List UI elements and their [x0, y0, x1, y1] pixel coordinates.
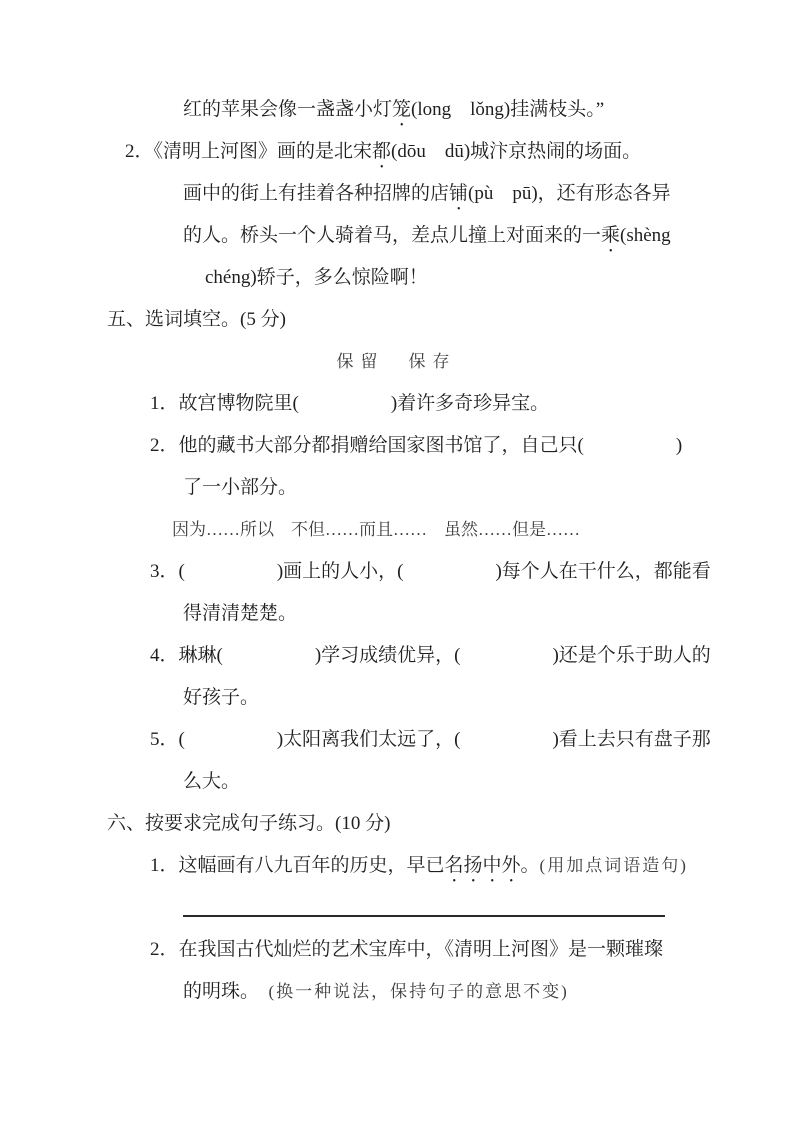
s5-item5-line2 — [183, 761, 793, 803]
text-segment: 得清清楚楚。 — [183, 603, 298, 624]
text-segment: (shèng — [620, 225, 671, 246]
answer-blank — [185, 744, 277, 745]
text-segment: (pù pū)，还有形态各异 — [468, 183, 671, 204]
text-segment: 1．故宫博物院里( — [150, 393, 299, 414]
text-segment: )还是个乐于助人的 — [552, 645, 711, 666]
text-segment: )每个人在干什么，都能看 — [495, 561, 711, 582]
text-segment: 2．他的藏书大部分都捐赠给国家图书馆了，自己只( — [150, 435, 584, 456]
text-segment: 铺 — [449, 183, 469, 204]
section-five — [0, 299, 793, 803]
text-segment: )着许多奇珍异宝。 — [390, 393, 550, 414]
answer-blank-line — [183, 887, 665, 917]
text-segment: (用加点词语造句) — [539, 856, 688, 875]
s5-item1 — [150, 383, 793, 425]
text-segment: (long lǒng)挂满枝头。” — [411, 99, 605, 120]
text-segment: 的明珠。 — [183, 981, 269, 1002]
text-segment: 3．( — [150, 561, 185, 582]
s5-item4-line1 — [150, 635, 793, 677]
answer-blank — [223, 660, 315, 661]
text-segment: 了一小部分。 — [183, 477, 298, 498]
word-bank-2: 因为……所以 不但……而且…… 虽然……但是…… — [172, 520, 580, 539]
s5-item4-line2 — [183, 677, 793, 719]
text-segment: 好孩子。 — [183, 687, 260, 708]
s4-item2-line4 — [205, 257, 793, 299]
text-segment: 的人。桥头一个人骑着马，差点儿撞上对面来的一 — [183, 225, 602, 246]
text-segment: 都 — [372, 141, 392, 162]
s5-item5-line1 — [150, 719, 793, 761]
section-four-carryover — [0, 89, 793, 299]
s4-item2-line1 — [125, 131, 793, 173]
text-segment: 名扬中外 — [444, 855, 521, 876]
text-segment: (dōu dū)城汴京热闹的场面。 — [391, 141, 642, 162]
answer-blank — [584, 450, 676, 451]
answer-blank — [299, 408, 391, 409]
section-six-heading: 六、按要求完成句子练习。(10 分) — [107, 813, 391, 834]
s6-item2-line2 — [183, 971, 793, 1013]
answer-blank — [460, 660, 552, 661]
s6-item1-answer-row — [183, 887, 793, 929]
answer-blank — [185, 576, 277, 577]
text-segment: 笼 — [392, 99, 412, 120]
text-segment: 2．《清明上河图》画的是北宋 — [125, 141, 373, 162]
text-segment: )看上去只有盘子那 — [552, 729, 711, 750]
s6-item2-line1 — [150, 929, 793, 971]
s4-item2-line2 — [183, 173, 793, 215]
text-segment: 4．琳琳( — [150, 645, 223, 666]
text-segment: 画中的街上有挂着各种招牌的店 — [183, 183, 450, 204]
s5-item3-line2 — [183, 593, 793, 635]
text-segment: )画上的人小，( — [276, 561, 404, 582]
text-segment: ) — [675, 435, 683, 456]
answer-blank — [460, 744, 552, 745]
text-segment: 么大。 — [183, 771, 241, 792]
s5-item2-line1 — [150, 425, 793, 467]
s6-item1 — [150, 845, 793, 887]
s5-item2-line2 — [183, 467, 793, 509]
text-segment: 乘 — [601, 225, 621, 246]
section-five-heading: 五、选词填空。(5 分) — [107, 309, 286, 330]
text-segment: )太阳离我们太远了，( — [276, 729, 461, 750]
text-segment: )学习成绩优异，( — [314, 645, 461, 666]
text-segment: 2．在我国古代灿烂的艺术宝库中，《清明上河图》是一颗璀璨 — [150, 939, 664, 960]
text-segment: (换一种说法，保持句子的意思不变) — [268, 982, 569, 1001]
answer-blank — [403, 576, 495, 577]
text-segment: chéng)轿子，多么惊险啊！ — [205, 267, 428, 288]
text-segment: 红的苹果会像一盏盏小灯 — [183, 99, 393, 120]
s5-item3-line1 — [150, 551, 793, 593]
word-bank-1: 保留 保存 — [336, 352, 457, 371]
text-segment: 。 — [520, 855, 540, 876]
text-segment: 1．这幅画有八九百年的历史，早已 — [150, 855, 445, 876]
text-segment: 5．( — [150, 729, 185, 750]
section-six — [0, 803, 793, 1013]
s4-item2-line3 — [183, 215, 793, 257]
s4-item1-continuation — [183, 89, 793, 131]
